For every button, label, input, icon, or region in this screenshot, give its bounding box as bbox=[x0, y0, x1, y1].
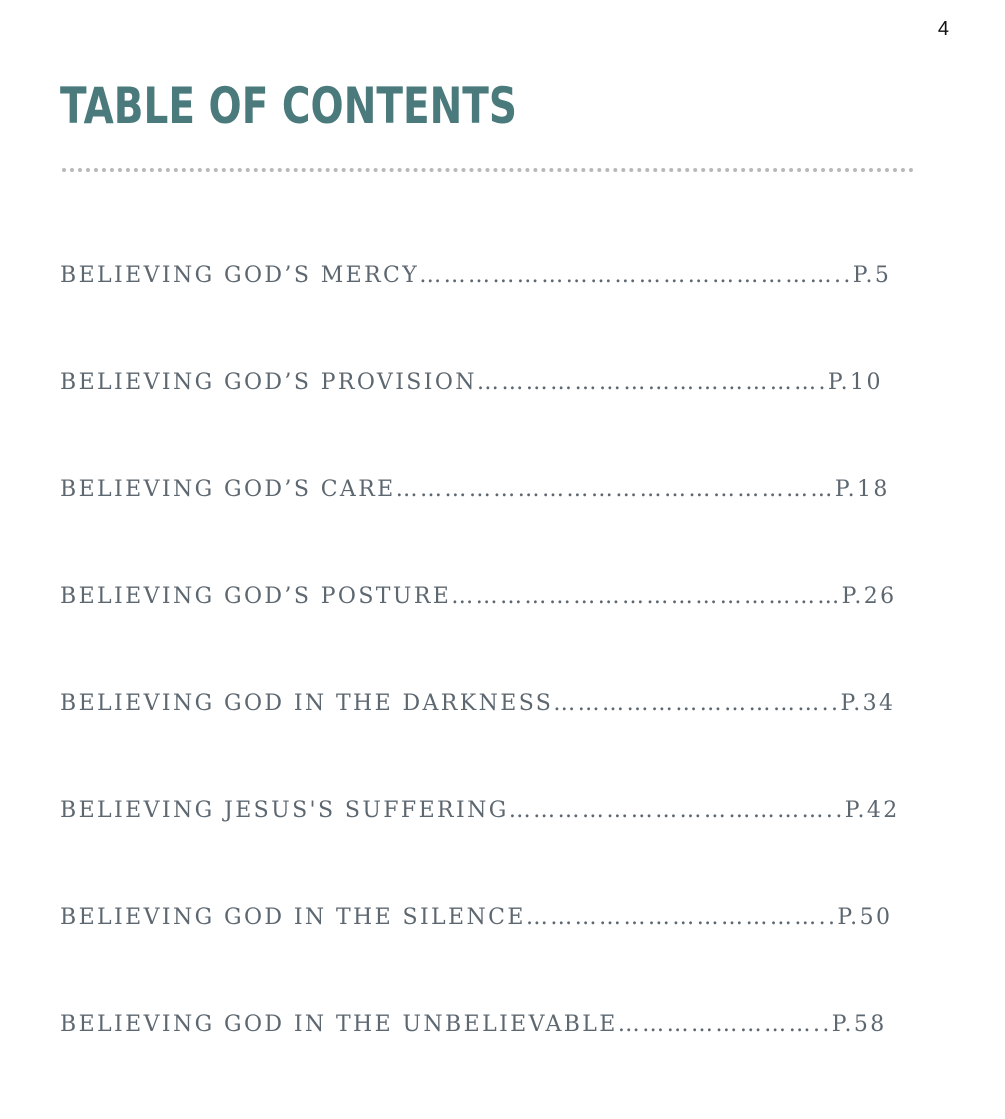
toc-entry-text: BELIEVING GOD’S MERCY……………………………………………..P.5 bbox=[60, 263, 892, 288]
toc-entry-text: BELIEVING GOD IN THE DARKNESS……………………………..P.34 bbox=[60, 691, 896, 716]
toc-entry-text: BELIEVING GOD’S POSTURE…………………………………………P.26 bbox=[60, 584, 897, 609]
toc-entry-text: BELIEVING JESUS'S SUFFERING…………………………………..P.42 bbox=[60, 798, 900, 823]
toc-entry-text: BELIEVING GOD IN THE SILENCE………………………………..P.50 bbox=[60, 905, 893, 930]
toc-entry-text: BELIEVING GOD IN THE UNBELIEVABLE……………………..P.58 bbox=[60, 1012, 887, 1037]
toc-entry-text: BELIEVING GOD’S CARE………………………………………………P.18 bbox=[60, 477, 890, 502]
page-number: 4 bbox=[937, 18, 949, 40]
toc-entry-text: BELIEVING GOD’S PROVISION…………………………………….P.10 bbox=[60, 370, 883, 395]
page-title: TABLE OF CONTENTS bbox=[60, 77, 517, 135]
dotted-divider bbox=[62, 168, 914, 172]
toc-entry-unbelievable bbox=[60, 997, 960, 1104]
toc-list bbox=[60, 248, 960, 1104]
toc-entry-mercy bbox=[60, 248, 960, 355]
toc-entry-silence bbox=[60, 890, 960, 997]
toc-entry-care bbox=[60, 462, 960, 569]
toc-entry-provision bbox=[60, 355, 960, 462]
toc-entry-suffering bbox=[60, 783, 960, 890]
toc-entry-posture bbox=[60, 569, 960, 676]
toc-entry-darkness bbox=[60, 676, 960, 783]
